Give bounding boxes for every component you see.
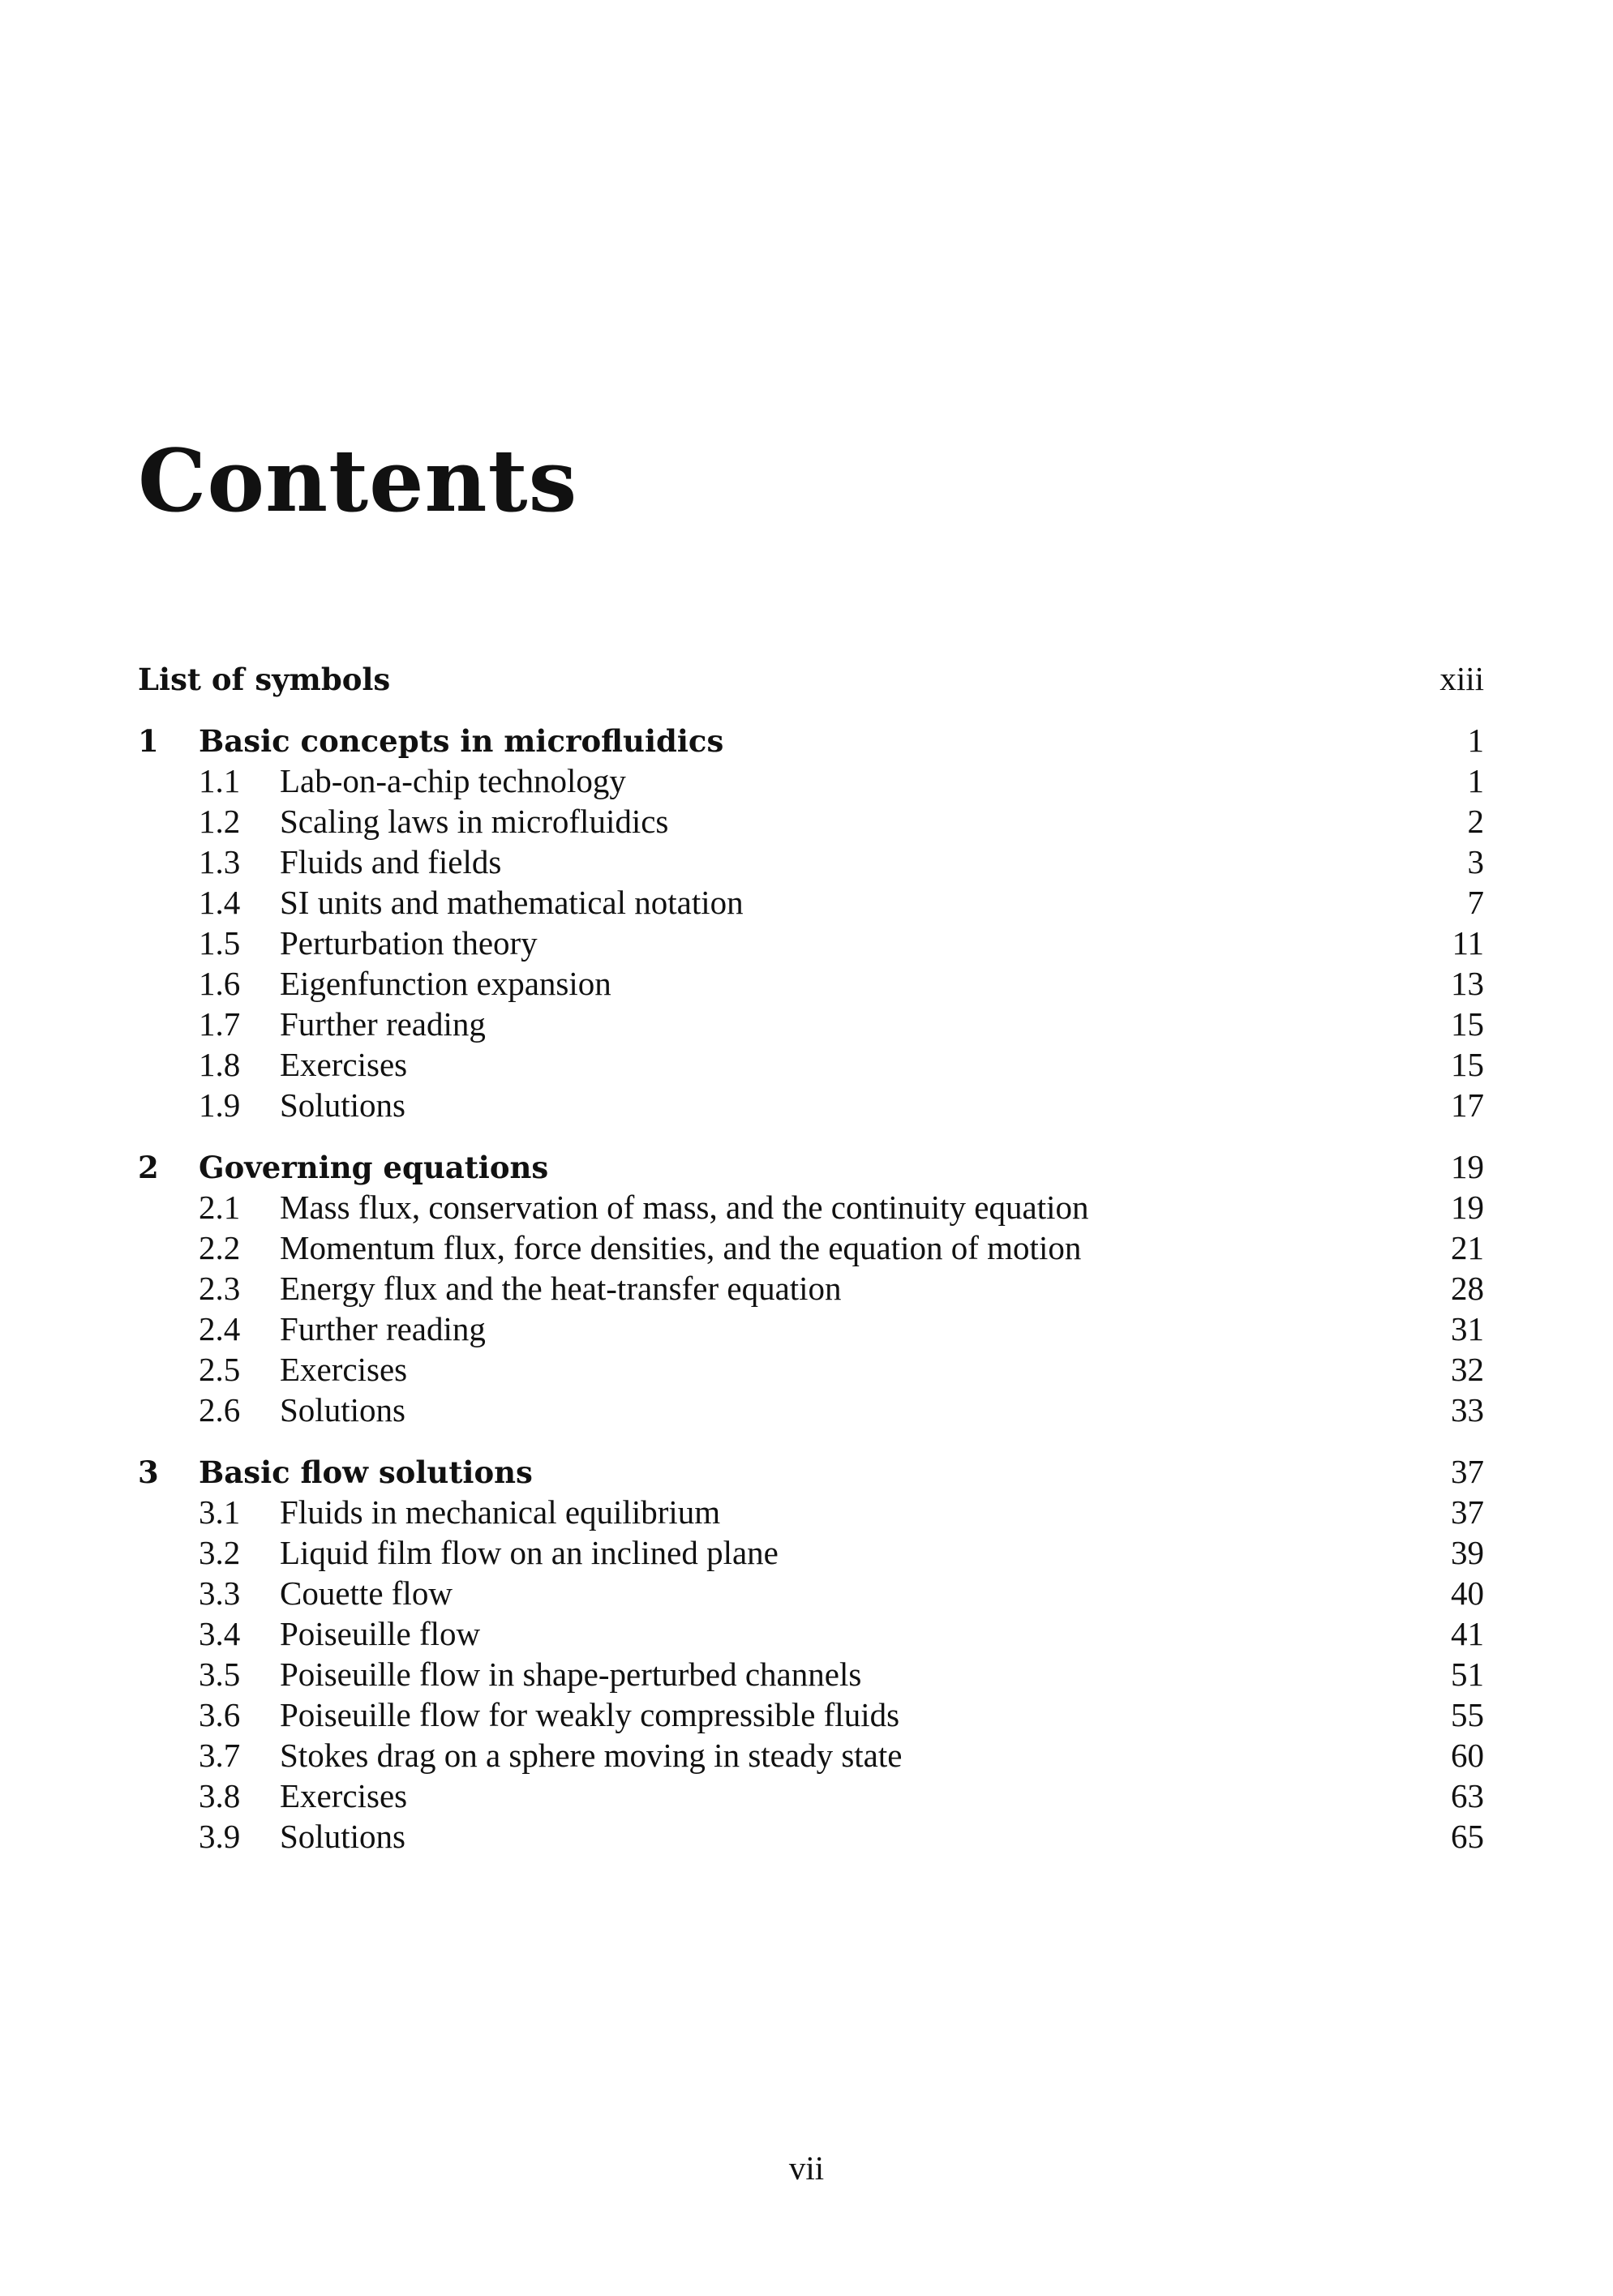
- section-entry[interactable]: [138, 1492, 1484, 1532]
- section-number: 1.7: [199, 1005, 241, 1043]
- section-title: SI units and mathematical notation: [280, 884, 744, 921]
- section-page: 65: [1451, 1818, 1484, 1855]
- section-title: Further reading: [280, 1310, 486, 1347]
- chapter-number: 2: [138, 1150, 159, 1185]
- table-of-contents: [138, 658, 1484, 1857]
- section-number: 3.1: [199, 1493, 241, 1531]
- chapter-heading[interactable]: [138, 720, 1484, 760]
- section-page: 2: [1467, 803, 1484, 840]
- section-page: 28: [1451, 1270, 1484, 1307]
- chapter-block: [138, 1146, 1484, 1430]
- section-entry[interactable]: [138, 1390, 1484, 1430]
- section-page: 15: [1451, 1046, 1484, 1083]
- section-title: Solutions: [280, 1086, 405, 1124]
- section-number: 2.3: [199, 1270, 241, 1307]
- section-entry[interactable]: [138, 1735, 1484, 1776]
- section-title: Solutions: [280, 1818, 405, 1855]
- section-number: 1.3: [199, 843, 241, 880]
- section-title: Scaling laws in microfluidics: [280, 803, 669, 840]
- section-title: Couette flow: [280, 1574, 453, 1612]
- section-page: 41: [1451, 1615, 1484, 1652]
- section-entry[interactable]: [138, 1044, 1484, 1085]
- section-title: Stokes drag on a sphere moving in steady state: [280, 1737, 903, 1774]
- chapter-number: 3: [138, 1454, 159, 1490]
- section-entry[interactable]: [138, 1573, 1484, 1613]
- section-title: Solutions: [280, 1391, 405, 1429]
- section-number: 3.7: [199, 1737, 241, 1774]
- section-number: 1.8: [199, 1046, 241, 1083]
- section-entry[interactable]: [138, 1694, 1484, 1735]
- section-number: 2.1: [199, 1189, 241, 1226]
- chapter-heading[interactable]: [138, 1146, 1484, 1187]
- section-page: 17: [1451, 1086, 1484, 1124]
- section-page: 39: [1451, 1534, 1484, 1571]
- section-number: 2.2: [199, 1229, 241, 1266]
- section-number: 1.5: [199, 924, 241, 962]
- section-entry[interactable]: [138, 760, 1484, 801]
- section-page: 19: [1451, 1189, 1484, 1226]
- section-number: 1.2: [199, 803, 241, 840]
- section-entry[interactable]: [138, 1776, 1484, 1816]
- section-entry[interactable]: [138, 963, 1484, 1004]
- chapter-block: [138, 1451, 1484, 1857]
- section-entry[interactable]: [138, 1816, 1484, 1857]
- section-title: Fluids and fields: [280, 843, 502, 880]
- section-entry[interactable]: [138, 1268, 1484, 1309]
- section-title: Mass flux, conservation of mass, and the continuity equation: [280, 1189, 1089, 1226]
- section-entry[interactable]: [138, 1654, 1484, 1694]
- chapter-page: 37: [1451, 1453, 1484, 1490]
- chapter-title: Governing equations: [199, 1150, 549, 1185]
- section-entry[interactable]: [138, 842, 1484, 882]
- section-number: 3.3: [199, 1574, 241, 1612]
- section-page: 33: [1451, 1391, 1484, 1429]
- section-title: Fluids in mechanical equilibrium: [280, 1493, 721, 1531]
- section-number: 3.4: [199, 1615, 241, 1652]
- section-entry[interactable]: [138, 923, 1484, 963]
- section-number: 1.1: [199, 762, 241, 799]
- chapter-title: Basic flow solutions: [199, 1454, 533, 1490]
- section-page: 55: [1451, 1696, 1484, 1733]
- section-number: 2.6: [199, 1391, 241, 1429]
- chapter-title: Basic concepts in microfluidics: [199, 723, 724, 759]
- section-entry[interactable]: [138, 1309, 1484, 1349]
- section-page: 7: [1467, 884, 1484, 921]
- section-entry[interactable]: [138, 1613, 1484, 1654]
- section-number: 1.4: [199, 884, 241, 921]
- section-number: 3.2: [199, 1534, 241, 1571]
- section-title: Further reading: [280, 1005, 486, 1043]
- chapter-page: 1: [1467, 722, 1484, 759]
- section-page: 40: [1451, 1574, 1484, 1612]
- section-number: 3.5: [199, 1656, 241, 1693]
- toc-entry-list-of-symbols[interactable]: [138, 658, 1484, 699]
- section-page: 21: [1451, 1229, 1484, 1266]
- section-title: Momentum flux, force densities, and the equation of motion: [280, 1229, 1082, 1266]
- section-title: Exercises: [280, 1351, 408, 1388]
- toc-entry-page: xiii: [1439, 660, 1484, 697]
- section-title: Energy flux and the heat-transfer equation: [280, 1270, 842, 1307]
- section-page: 37: [1451, 1493, 1484, 1531]
- chapter-page: 19: [1451, 1148, 1484, 1185]
- section-entry[interactable]: [138, 1004, 1484, 1044]
- section-entry[interactable]: [138, 801, 1484, 842]
- section-entry[interactable]: [138, 1532, 1484, 1573]
- chapter-number: 1: [138, 723, 159, 759]
- section-number: 2.5: [199, 1351, 241, 1388]
- section-entry[interactable]: [138, 882, 1484, 923]
- chapter-list: [138, 720, 1484, 1857]
- section-title: Poiseuille flow in shape-perturbed channels: [280, 1656, 862, 1693]
- page-title: Contents: [138, 430, 578, 531]
- section-title: Eigenfunction expansion: [280, 965, 611, 1002]
- section-page: 13: [1451, 965, 1484, 1002]
- section-entry[interactable]: [138, 1085, 1484, 1125]
- section-entry[interactable]: [138, 1349, 1484, 1390]
- section-title: Poiseuille flow: [280, 1615, 481, 1652]
- section-page: 15: [1451, 1005, 1484, 1043]
- section-number: 2.4: [199, 1310, 241, 1347]
- page-number: vii: [788, 2149, 825, 2187]
- section-page: 32: [1451, 1351, 1484, 1388]
- section-entry[interactable]: [138, 1187, 1484, 1227]
- section-page: 1: [1467, 762, 1484, 799]
- section-title: Lab-on-a-chip technology: [280, 762, 626, 799]
- chapter-block: [138, 720, 1484, 1125]
- section-number: 3.8: [199, 1777, 241, 1814]
- section-title: Perturbation theory: [280, 924, 538, 962]
- section-title: Exercises: [280, 1777, 408, 1814]
- section-title: Liquid film flow on an inclined plane: [280, 1534, 779, 1571]
- chapter-heading[interactable]: [138, 1451, 1484, 1492]
- section-title: Poiseuille flow for weakly compressible fluids: [280, 1696, 900, 1733]
- section-page: 51: [1451, 1656, 1484, 1693]
- section-number: 3.6: [199, 1696, 241, 1733]
- section-page: 60: [1451, 1737, 1484, 1774]
- section-title: Exercises: [280, 1046, 408, 1083]
- section-page: 63: [1451, 1777, 1484, 1814]
- section-number: 3.9: [199, 1818, 241, 1855]
- section-number: 1.6: [199, 965, 241, 1002]
- toc-entry-title: List of symbols: [138, 662, 391, 697]
- section-page: 31: [1451, 1310, 1484, 1347]
- section-number: 1.9: [199, 1086, 241, 1124]
- section-page: 3: [1467, 843, 1484, 880]
- section-page: 11: [1452, 924, 1484, 962]
- section-entry[interactable]: [138, 1227, 1484, 1268]
